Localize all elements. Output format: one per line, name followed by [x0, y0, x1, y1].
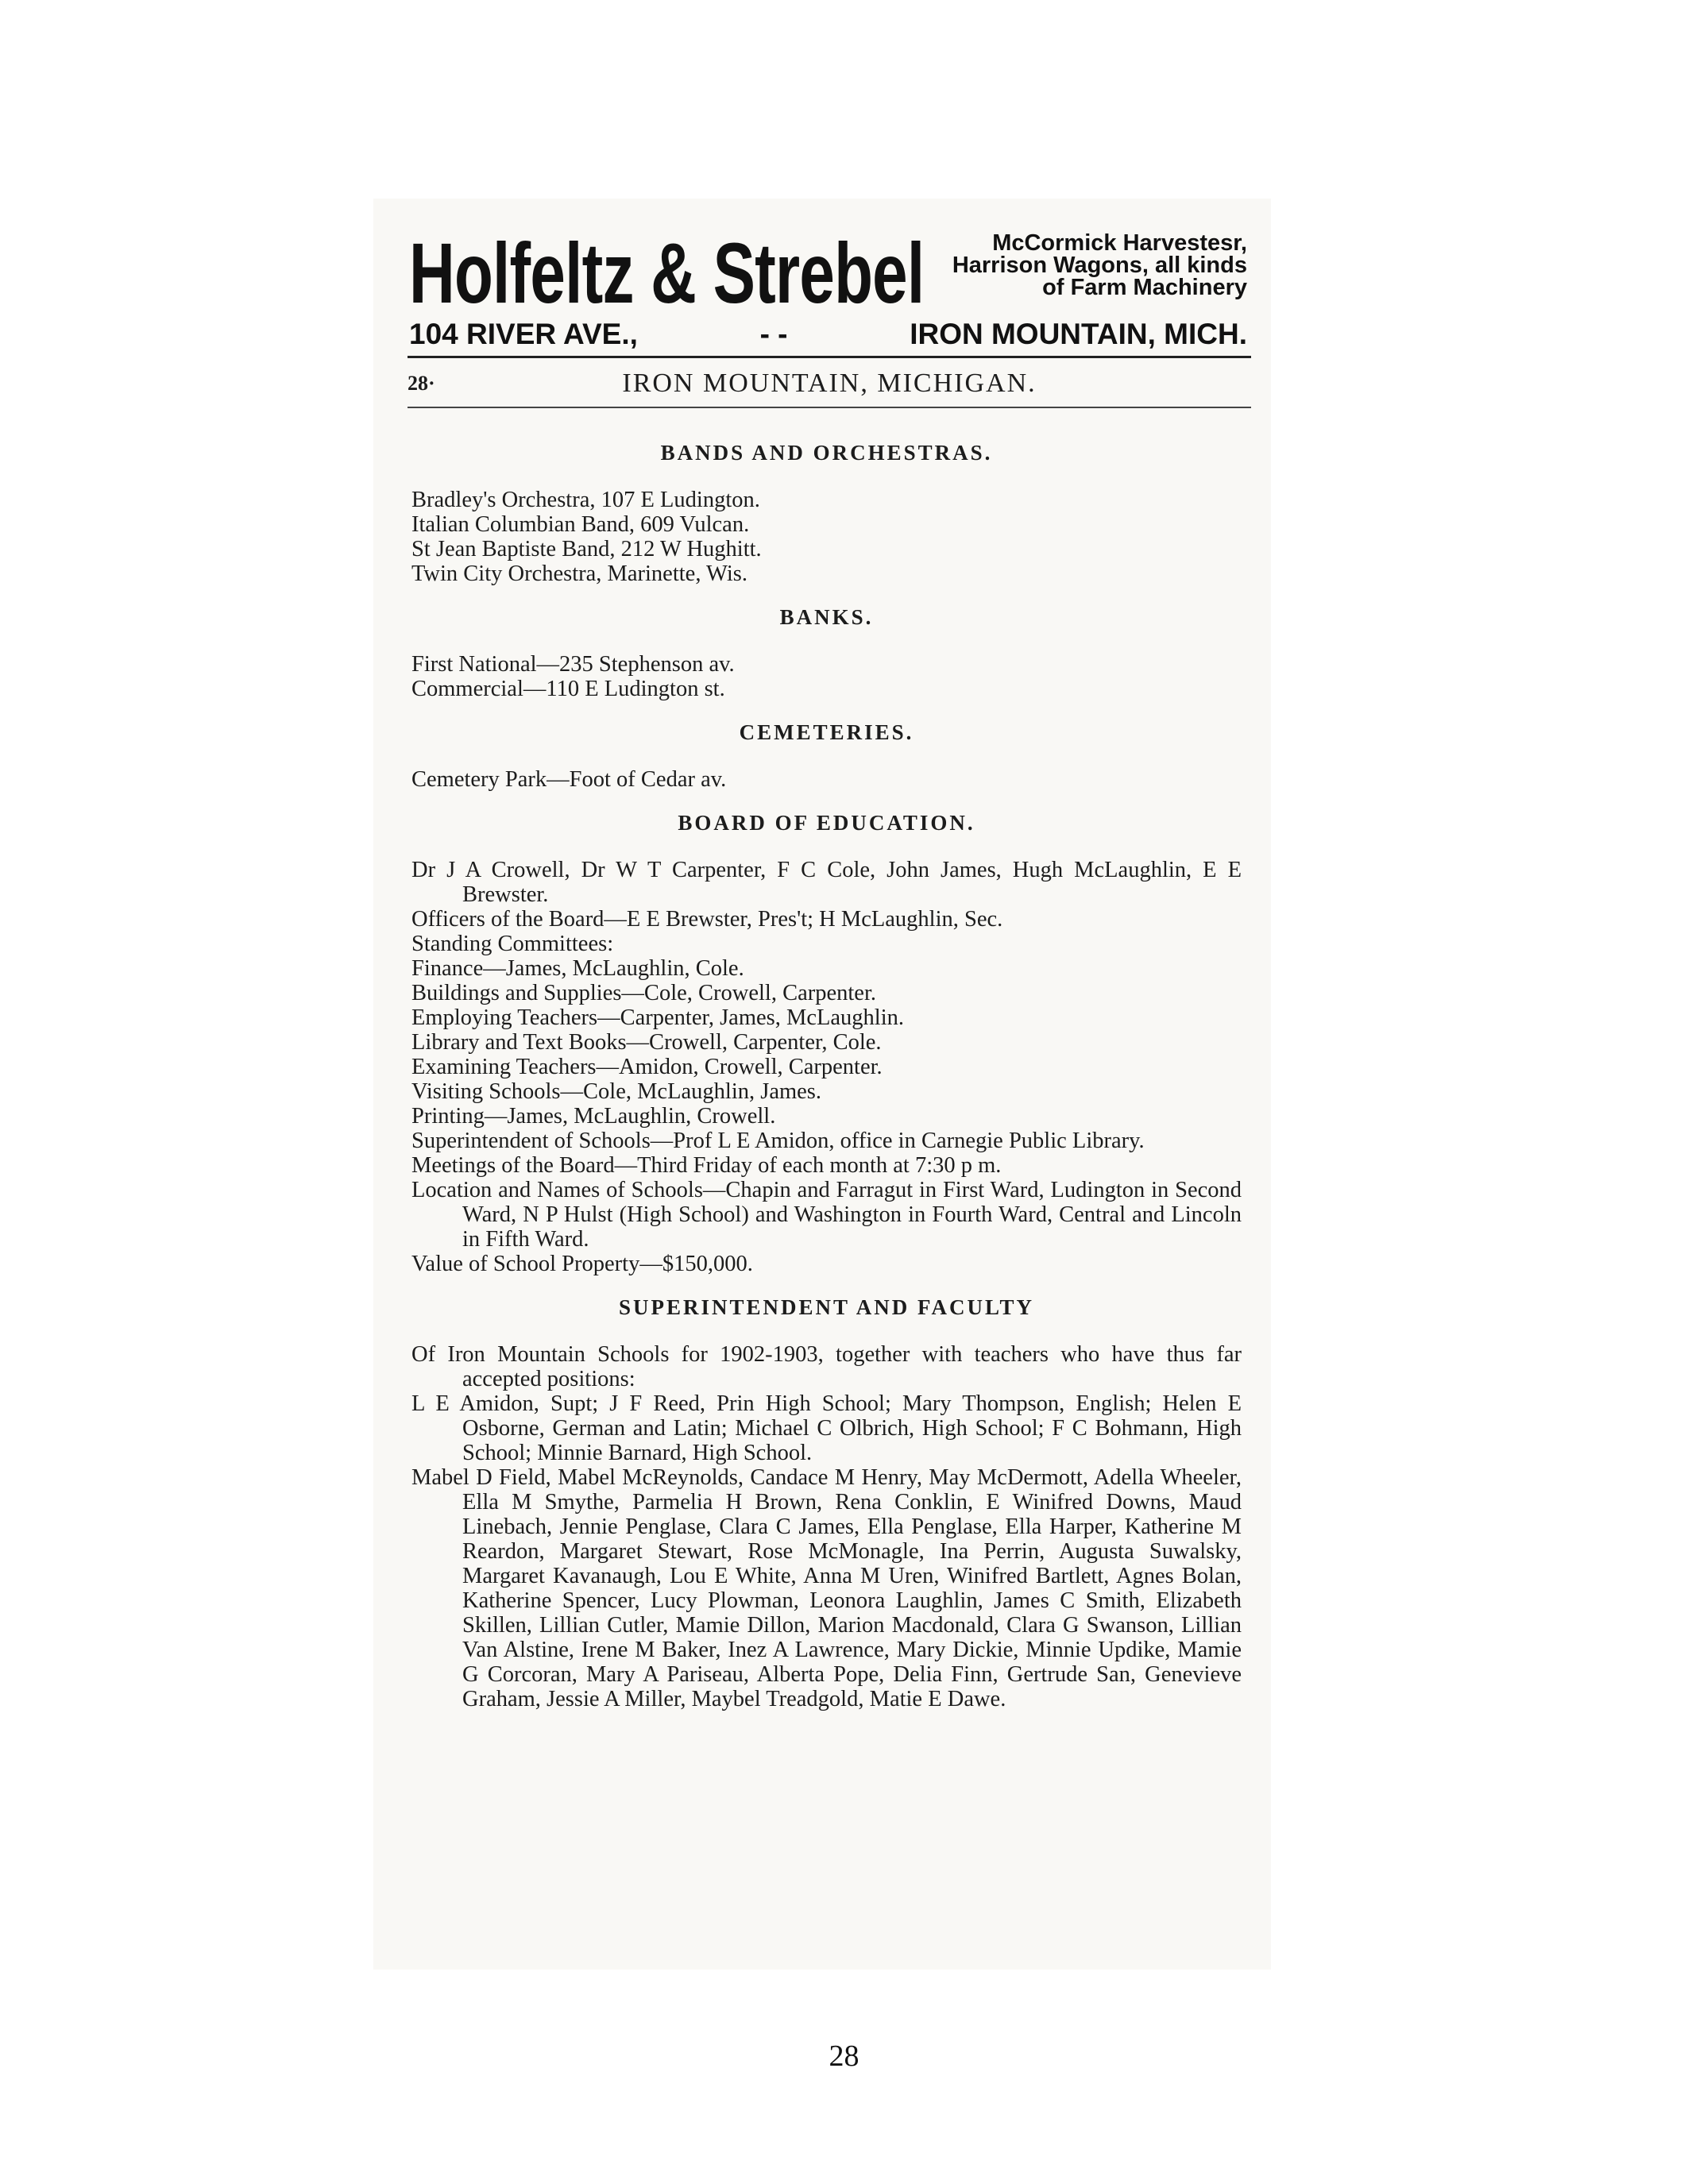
list-item: Buildings and Supplies—Cole, Crowell, Carpenter.	[411, 981, 876, 1005]
list-item: Commercial—110 E Ludington st.	[411, 677, 725, 701]
header-rule	[408, 356, 1251, 358]
page-number: 28	[829, 2039, 859, 2073]
list-item: L E Amidon, Supt; J F Reed, Prin High School; Mary Thompson, English; Helen E Osborne, German and Latin; Michael C Olbrich, High School; F C Bohmann, High School; Minnie Barnard, High School.	[411, 1391, 1242, 1465]
section-cemeteries	[411, 720, 1242, 792]
list-item: Library and Text Books—Crowell, Carpenter, Cole.	[411, 1030, 882, 1055]
running-page-number: 28·	[408, 372, 435, 395]
list-item: Examining Teachers—Amidon, Crowell, Carpenter.	[411, 1055, 883, 1079]
section-heading: SUPERINTENDENT AND FACULTY	[618, 1295, 1035, 1319]
list-item: Employing Teachers—Carpenter, James, McLaughlin.	[411, 1005, 905, 1030]
list-item: Of Iron Mountain Schools for 1902-1903, together with teachers who have thus far accepted positions:	[411, 1342, 1242, 1391]
list-item: Meetings of the Board—Third Friday of each month at 7:30 p m.	[411, 1153, 1002, 1178]
running-title: IRON MOUNTAIN, MICHIGAN.	[622, 369, 1037, 398]
list-item: Twin City Orchestra, Marinette, Wis.	[411, 561, 747, 586]
list-item: Value of School Property—$150,000.	[411, 1252, 753, 1276]
ad-product-lines	[906, 232, 1247, 299]
list-item: Officers of the Board—E E Brewster, Pres't; H McLaughlin, Sec.	[411, 907, 1003, 932]
section-heading: BOARD OF EDUCATION.	[678, 811, 975, 835]
list-item: Visiting Schools—Cole, McLaughlin, James.	[411, 1079, 822, 1104]
section-heading: BANDS AND ORCHESTRAS.	[660, 441, 993, 465]
list-item: Superintendent of Schools—Prof L E Amidon, office in Carnegie Public Library.	[411, 1129, 1145, 1153]
section-heading: BANKS.	[779, 605, 874, 629]
list-item: Dr J A Crowell, Dr W T Carpenter, F C Cole, John James, Hugh McLaughlin, E E Brewster.	[411, 858, 1242, 907]
list-item: Italian Columbian Band, 609 Vulcan.	[411, 512, 750, 537]
list-item: Location and Names of Schools—Chapin and Farragut in First Ward, Ludington in Second Ward, N P Hulst (High School) and Washington in Fourth Ward, Central and Lincoln in Fifth Ward.	[411, 1178, 1242, 1252]
section-banks	[411, 605, 1242, 701]
list-item: Standing Committees:	[411, 932, 614, 956]
ad-firm-name: Holfeltz & Strebel	[409, 225, 925, 321]
list-item: Bradley's Orchestra, 107 E Ludington.	[411, 488, 760, 512]
directory-content	[411, 441, 1242, 1731]
list-item: Mabel D Field, Mabel McReynolds, Candace M Henry, May McDermott, Adella Wheeler, Ella M Smythe, Parmelia H Brown, Rena Conklin, E Winifred Downs, Maud Linebach, Jennie Penglase, Clara C James, Ella Penglase, Ella Harper, Katherine M Reardon, Margaret Stewart, Rose McMonagle, Ina Perrin, Augusta Suwalsky, Margaret Kavanaugh, Lou E White, Anna M Uren, Winifred Bartlett, Agnes Bolan, Katherine Spencer, Lucy Plowman, Leonora Laughlin, James C Smith, Elizabeth Skillen, Lillian Cutler, Mamie Dillon, Marion Macdonald, Clara G Swanson, Lillian Van Alstine, Irene M Baker, Inez A Lawrence, Mary Dickie, Minnie Updike, Mamie G Corcoran, Mary A Pariseau, Alberta Pope, Delia Finn, Gertrude San, Genevieve Graham, Jessie A Miller, Maybel Treadgold, Matie E Dawe.	[411, 1465, 1242, 1711]
list-item: Finance—James, McLaughlin, Cole.	[411, 956, 744, 981]
section-heading: CEMETERIES.	[739, 720, 914, 744]
header-rule-lower	[408, 407, 1251, 408]
ad-line: McCormick Harvestesr,	[992, 230, 1247, 256]
ad-street: 104 RIVER AVE.,	[409, 318, 638, 350]
list-item: Printing—James, McLaughlin, Crowell.	[411, 1104, 776, 1129]
list-item: St Jean Baptiste Band, 212 W Hughitt.	[411, 537, 762, 561]
section-board-of-education	[411, 811, 1242, 1276]
list-item: Cemetery Park—Foot of Cedar av.	[411, 767, 727, 792]
section-bands	[411, 441, 1242, 586]
list-item: First National—235 Stephenson av.	[411, 652, 735, 677]
ad-line: Harrison Wagons, all kinds	[952, 253, 1247, 278]
ad-dashes: - -	[759, 318, 788, 350]
section-faculty	[411, 1295, 1242, 1711]
running-head	[408, 364, 1251, 403]
ad-address	[409, 318, 1247, 351]
ad-line: of Farm Machinery	[1042, 275, 1247, 300]
ad-city: IRON MOUNTAIN, MICH.	[910, 318, 1247, 350]
